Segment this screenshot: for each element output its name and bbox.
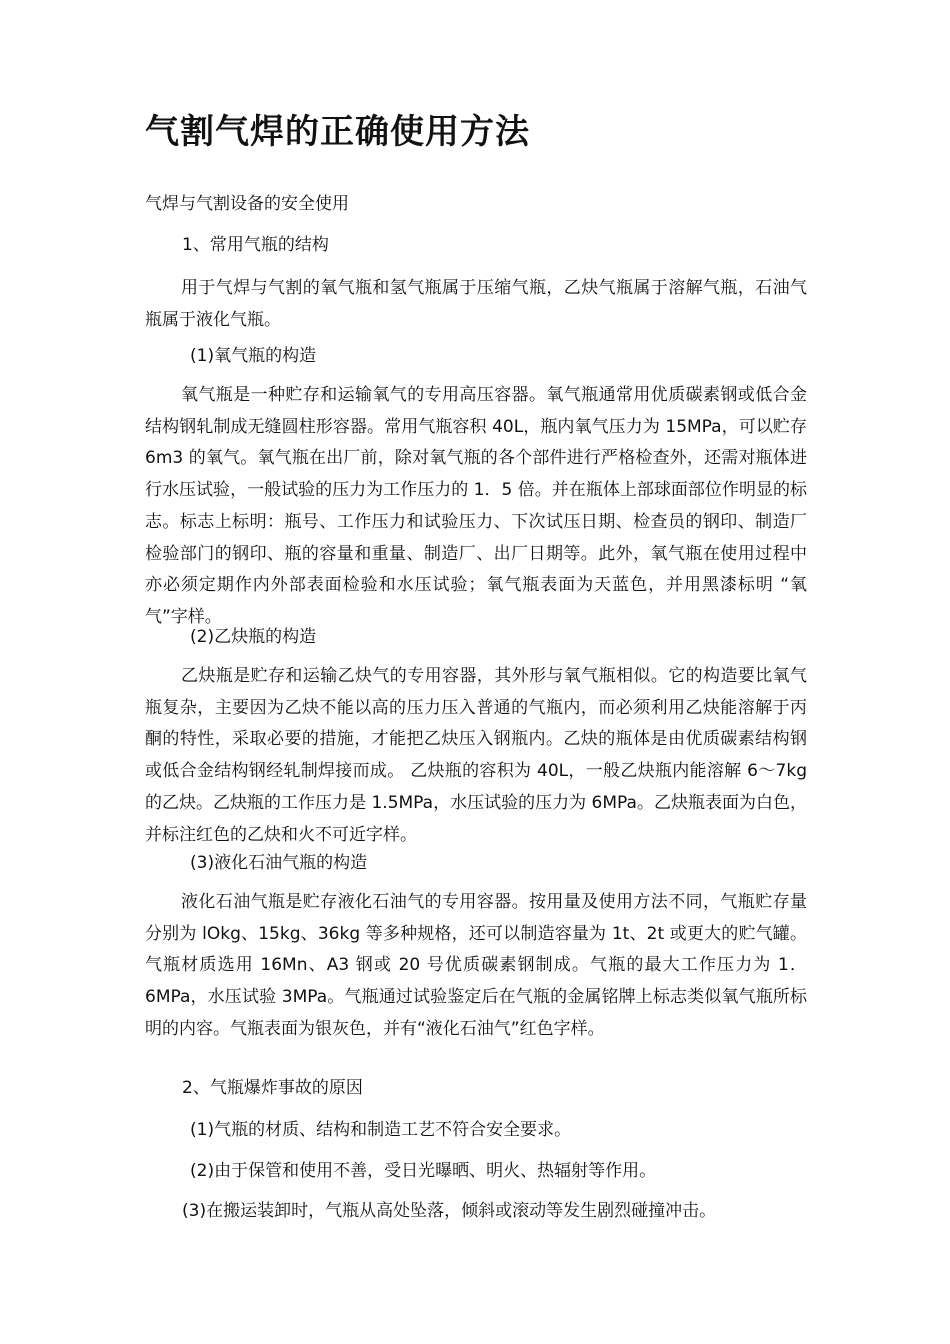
lpg-paragraph: 液化石油气瓶是贮存液化石油气的专用容器。按用量及使用方法不同，气瓶贮存量分别为 lOkg、15kg、36kg 等多种规格，还可以制造容量为 1t、2t 或更大的贮气罐。气瓶材质选用 16Mn、A3 钢或 20 号优质碳素钢制成。气瓶的最大工作压力为 1．6MPa，水压试验 3MPa。气瓶通过试验鉴定后在气瓶的金属铭牌上标志类似氧气瓶所标明的内容。气瓶表面为银灰色，并有“液化石油气”红色字样。	[145, 892, 807, 1039]
cause-item-1: (1)气瓶的材质、结构和制造工艺不符合安全要求。	[190, 1120, 572, 1140]
section1-paragraph: 用于气焊与气割的氧气瓶和氢气瓶属于压缩气瓶，乙炔气瓶属于溶解气瓶，石油气瓶属于液化气瓶。	[145, 278, 807, 330]
oxygen-heading: (1)氧气瓶的构造	[190, 346, 317, 366]
section1-heading: 1、常用气瓶的结构	[182, 235, 329, 255]
section2-heading: 2、气瓶爆炸事故的原因	[182, 1078, 363, 1098]
acetylene-heading: (2)乙炔瓶的构造	[190, 627, 317, 647]
acetylene-paragraph: 乙炔瓶是贮存和运输乙炔气的专用容器，其外形与氧气瓶相似。它的构造要比氧气瓶复杂，主要因为乙炔不能以高的压力压入普通的气瓶内，而必须利用乙炔能溶解于丙酮的特性，采取必要的措施，才能把乙炔压入钢瓶内。乙炔的瓶体是由优质碳素结构钢或低合金结构钢经轧制焊接而成。 乙炔瓶的容积为 40L，一般乙炔瓶内能溶解 6～7kg 的乙炔。乙炔瓶的工作压力是 1.5MPa，水压试验的压力为 6MPa。乙炔瓶表面为白色，并标注红色的乙炔和火不可近字样。	[145, 666, 807, 845]
cause-item-3: (3)在搬运装卸时，气瓶从高处坠落，倾斜或滚动等发生剧烈碰撞冲击。	[182, 1201, 717, 1221]
cause-item-2: (2)由于保管和使用不善，受日光曝晒、明火、热辐射等作用。	[190, 1161, 657, 1181]
page-title: 气割气焊的正确使用方法	[145, 112, 530, 152]
oxygen-paragraph: 氧气瓶是一种贮存和运输氧气的专用高压容器。氧气瓶通常用优质碳素钢或低合金结构钢轧制成无缝圆柱形容器。常用气瓶容积 40L，瓶内氧气压力为 15MPa，可以贮存 6m3 的氧气。氧气瓶在出厂前，除对氧气瓶的各个部件进行严格检查外，还需对瓶体进行水压试验，一般试验的压力为工作压力的 1．5 倍。并在瓶体上部球面部位作明显的标志。标志上标明：瓶号、工作压力和试验压力、下次试压日期、检查员的钢印、制造厂检验部门的钢印、瓶的容量和重量、制造厂、出厂日期等。此外，氧气瓶在使用过程中亦必须定期作内外部表面检验和水压试验；氧气瓶表面为天蓝色，并用黑漆标明 “氧气”字样。	[145, 385, 807, 627]
lpg-heading: (3)液化石油气瓶的构造	[190, 853, 368, 873]
intro-line: 气焊与气割设备的安全使用	[145, 194, 349, 214]
